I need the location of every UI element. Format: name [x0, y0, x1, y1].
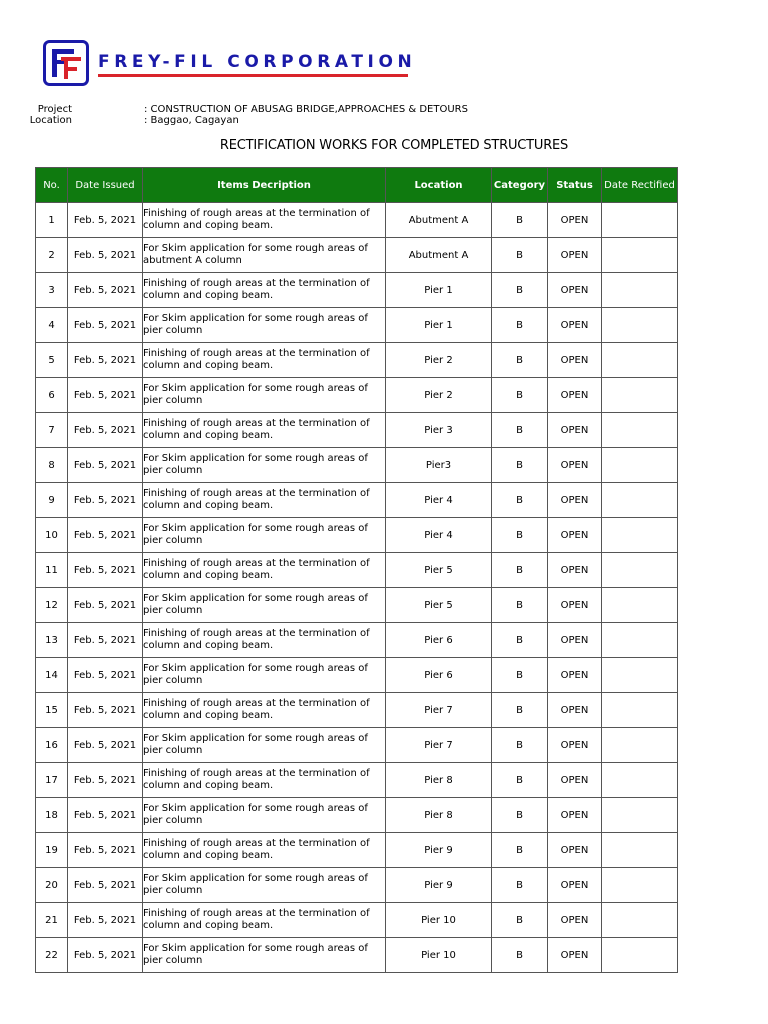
description-line-2: column and coping beam.	[143, 920, 274, 931]
cell-no: 7	[36, 413, 68, 448]
cell-date-rectified	[602, 553, 678, 588]
cell-location: Pier 5	[386, 553, 492, 588]
cell-location: Pier 8	[386, 798, 492, 833]
cell-no: 1	[36, 203, 68, 238]
description-line-1: For Skim application for some rough areas of	[143, 802, 368, 814]
cell-date-issued: Feb. 5, 2021	[68, 658, 143, 693]
cell-location: Pier 1	[386, 308, 492, 343]
cell-date-rectified	[602, 518, 678, 553]
cell-date-issued: Feb. 5, 2021	[68, 553, 143, 588]
cell-status: OPEN	[548, 518, 602, 553]
table-header-row	[36, 168, 678, 203]
cell-status: OPEN	[548, 483, 602, 518]
cell-description	[143, 343, 386, 378]
cell-status: OPEN	[548, 553, 602, 588]
cell-category: B	[492, 693, 548, 728]
cell-description	[143, 903, 386, 938]
cell-category: B	[492, 658, 548, 693]
cell-date-issued: Feb. 5, 2021	[68, 203, 143, 238]
cell-no: 19	[36, 833, 68, 868]
description-line-1: For Skim application for some rough areas of	[143, 732, 368, 744]
cell-location: Pier3	[386, 448, 492, 483]
cell-date-rectified	[602, 658, 678, 693]
cell-no: 14	[36, 658, 68, 693]
cell-category: B	[492, 203, 548, 238]
cell-category: B	[492, 728, 548, 763]
description-line-2: column and coping beam.	[143, 570, 274, 581]
description-line-1: For Skim application for some rough areas of	[143, 522, 368, 534]
cell-status: OPEN	[548, 798, 602, 833]
cell-no: 4	[36, 308, 68, 343]
cell-status: OPEN	[548, 588, 602, 623]
description-line-1: Finishing of rough areas at the termination of	[143, 487, 370, 499]
description-line-2: pier column	[143, 605, 203, 616]
table-row	[36, 868, 678, 903]
table-row	[36, 483, 678, 518]
frey-fil-logo	[43, 40, 89, 86]
cell-date-rectified	[602, 343, 678, 378]
description-line-2: column and coping beam.	[143, 850, 274, 861]
table-row	[36, 658, 678, 693]
cell-status: OPEN	[548, 728, 602, 763]
location-label: Location	[29, 115, 72, 126]
table-row	[36, 938, 678, 973]
col-header-category: Category	[492, 168, 548, 203]
cell-status: OPEN	[548, 343, 602, 378]
cell-status: OPEN	[548, 693, 602, 728]
cell-category: B	[492, 518, 548, 553]
cell-description	[143, 868, 386, 903]
cell-description	[143, 273, 386, 308]
cell-location: Pier 2	[386, 343, 492, 378]
table-row	[36, 623, 678, 658]
cell-no: 5	[36, 343, 68, 378]
cell-date-rectified	[602, 763, 678, 798]
cell-date-issued: Feb. 5, 2021	[68, 588, 143, 623]
cell-category: B	[492, 763, 548, 798]
description-line-1: For Skim application for some rough areas of	[143, 312, 368, 324]
description-line-1: For Skim application for some rough areas of	[143, 382, 368, 394]
description-line-1: For Skim application for some rough areas of	[143, 242, 368, 254]
description-line-2: pier column	[143, 675, 203, 686]
description-line-1: Finishing of rough areas at the termination of	[143, 907, 370, 919]
table-row	[36, 343, 678, 378]
table-row	[36, 413, 678, 448]
description-line-2: pier column	[143, 955, 203, 966]
cell-location: Abutment A	[386, 203, 492, 238]
cell-date-rectified	[602, 903, 678, 938]
cell-status: OPEN	[548, 448, 602, 483]
cell-date-rectified	[602, 868, 678, 903]
cell-no: 16	[36, 728, 68, 763]
cell-no: 10	[36, 518, 68, 553]
cell-description	[143, 798, 386, 833]
description-line-2: pier column	[143, 815, 203, 826]
cell-date-issued: Feb. 5, 2021	[68, 938, 143, 973]
cell-location: Pier 4	[386, 483, 492, 518]
cell-date-rectified	[602, 238, 678, 273]
cell-date-issued: Feb. 5, 2021	[68, 483, 143, 518]
description-line-2: column and coping beam.	[143, 780, 274, 791]
cell-location: Pier 10	[386, 938, 492, 973]
table-row	[36, 238, 678, 273]
description-line-1: Finishing of rough areas at the termination of	[143, 207, 370, 219]
description-line-2: pier column	[143, 395, 203, 406]
cell-no: 21	[36, 903, 68, 938]
cell-date-rectified	[602, 413, 678, 448]
cell-date-rectified	[602, 483, 678, 518]
cell-location: Pier 8	[386, 763, 492, 798]
cell-category: B	[492, 833, 548, 868]
cell-location: Pier 3	[386, 413, 492, 448]
cell-description	[143, 238, 386, 273]
cell-no: 2	[36, 238, 68, 273]
cell-category: B	[492, 238, 548, 273]
cell-category: B	[492, 343, 548, 378]
cell-description	[143, 728, 386, 763]
cell-category: B	[492, 413, 548, 448]
cell-status: OPEN	[548, 763, 602, 798]
col-header-no: No.	[36, 168, 68, 203]
cell-location: Pier 9	[386, 833, 492, 868]
cell-category: B	[492, 903, 548, 938]
cell-description	[143, 483, 386, 518]
cell-location: Pier 10	[386, 903, 492, 938]
description-line-2: pier column	[143, 885, 203, 896]
description-line-1: Finishing of rough areas at the termination of	[143, 767, 370, 779]
cell-description	[143, 518, 386, 553]
cell-no: 9	[36, 483, 68, 518]
table-row	[36, 518, 678, 553]
table-row	[36, 448, 678, 483]
cell-date-issued: Feb. 5, 2021	[68, 868, 143, 903]
cell-date-issued: Feb. 5, 2021	[68, 413, 143, 448]
cell-date-rectified	[602, 728, 678, 763]
cell-description	[143, 693, 386, 728]
table-row	[36, 308, 678, 343]
cell-description	[143, 308, 386, 343]
cell-no: 13	[36, 623, 68, 658]
description-line-1: For Skim application for some rough areas of	[143, 452, 368, 464]
table-row	[36, 798, 678, 833]
cell-no: 22	[36, 938, 68, 973]
cell-location: Pier 7	[386, 728, 492, 763]
cell-date-issued: Feb. 5, 2021	[68, 693, 143, 728]
cell-description	[143, 553, 386, 588]
cell-category: B	[492, 623, 548, 658]
cell-status: OPEN	[548, 833, 602, 868]
document-title: RECTIFICATION WORKS FOR COMPLETED STRUCTURES	[219, 138, 569, 153]
cell-date-rectified	[602, 448, 678, 483]
description-line-1: Finishing of rough areas at the termination of	[143, 417, 370, 429]
cell-date-issued: Feb. 5, 2021	[68, 273, 143, 308]
table-row	[36, 588, 678, 623]
description-line-1: For Skim application for some rough areas of	[143, 872, 368, 884]
description-line-2: column and coping beam.	[143, 430, 274, 441]
cell-status: OPEN	[548, 413, 602, 448]
cell-category: B	[492, 588, 548, 623]
cell-status: OPEN	[548, 378, 602, 413]
cell-date-issued: Feb. 5, 2021	[68, 623, 143, 658]
table-row	[36, 693, 678, 728]
cell-location: Pier 9	[386, 868, 492, 903]
cell-date-issued: Feb. 5, 2021	[68, 343, 143, 378]
cell-date-issued: Feb. 5, 2021	[68, 308, 143, 343]
description-line-2: pier column	[143, 325, 203, 336]
cell-date-issued: Feb. 5, 2021	[68, 518, 143, 553]
cell-no: 20	[36, 868, 68, 903]
table-row	[36, 763, 678, 798]
table-row	[36, 273, 678, 308]
cell-no: 12	[36, 588, 68, 623]
description-line-1: For Skim application for some rough areas of	[143, 942, 368, 954]
cell-date-rectified	[602, 203, 678, 238]
table-row	[36, 378, 678, 413]
cell-location: Pier 2	[386, 378, 492, 413]
description-line-1: Finishing of rough areas at the termination of	[143, 557, 370, 569]
cell-date-rectified	[602, 833, 678, 868]
cell-category: B	[492, 378, 548, 413]
description-line-2: column and coping beam.	[143, 290, 274, 301]
cell-date-rectified	[602, 378, 678, 413]
company-name: FREY-FIL CORPORATION	[98, 52, 417, 72]
cell-category: B	[492, 553, 548, 588]
description-line-2: column and coping beam.	[143, 640, 274, 651]
cell-category: B	[492, 868, 548, 903]
cell-location: Pier 5	[386, 588, 492, 623]
cell-description	[143, 203, 386, 238]
cell-date-rectified	[602, 588, 678, 623]
cell-category: B	[492, 448, 548, 483]
col-header-date-issued: Date Issued	[68, 168, 143, 203]
table-row	[36, 903, 678, 938]
cell-date-issued: Feb. 5, 2021	[68, 833, 143, 868]
col-header-status: Status	[548, 168, 602, 203]
description-line-2: column and coping beam.	[143, 500, 274, 511]
cell-location: Pier 6	[386, 658, 492, 693]
col-header-date-rectified: Date Rectified	[602, 168, 678, 203]
description-line-1: Finishing of rough areas at the termination of	[143, 627, 370, 639]
cell-no: 3	[36, 273, 68, 308]
cell-description	[143, 588, 386, 623]
cell-status: OPEN	[548, 308, 602, 343]
cell-no: 8	[36, 448, 68, 483]
table-row	[36, 203, 678, 238]
cell-date-issued: Feb. 5, 2021	[68, 448, 143, 483]
description-line-1: For Skim application for some rough areas of	[143, 592, 368, 604]
cell-category: B	[492, 273, 548, 308]
cell-status: OPEN	[548, 903, 602, 938]
cell-date-issued: Feb. 5, 2021	[68, 238, 143, 273]
cell-status: OPEN	[548, 938, 602, 973]
col-header-location: Location	[386, 168, 492, 203]
description-line-1: Finishing of rough areas at the termination of	[143, 697, 370, 709]
cell-status: OPEN	[548, 203, 602, 238]
col-header-items-description: Items Decription	[143, 168, 386, 203]
cell-no: 17	[36, 763, 68, 798]
cell-status: OPEN	[548, 623, 602, 658]
cell-status: OPEN	[548, 238, 602, 273]
description-line-2: abutment A column	[143, 255, 242, 266]
cell-description	[143, 763, 386, 798]
cell-no: 11	[36, 553, 68, 588]
cell-no: 6	[36, 378, 68, 413]
cell-date-issued: Feb. 5, 2021	[68, 378, 143, 413]
cell-date-rectified	[602, 938, 678, 973]
description-line-2: column and coping beam.	[143, 360, 274, 371]
description-line-2: pier column	[143, 535, 203, 546]
cell-category: B	[492, 938, 548, 973]
cell-location: Pier 1	[386, 273, 492, 308]
cell-category: B	[492, 483, 548, 518]
cell-description	[143, 623, 386, 658]
cell-status: OPEN	[548, 273, 602, 308]
cell-date-rectified	[602, 693, 678, 728]
frey-fil-logo-icon	[43, 40, 89, 86]
cell-date-rectified	[602, 308, 678, 343]
cell-category: B	[492, 798, 548, 833]
cell-date-rectified	[602, 623, 678, 658]
description-line-2: column and coping beam.	[143, 220, 274, 231]
cell-status: OPEN	[548, 658, 602, 693]
cell-description	[143, 833, 386, 868]
cell-description	[143, 448, 386, 483]
description-line-1: Finishing of rough areas at the termination of	[143, 837, 370, 849]
cell-location: Pier 6	[386, 623, 492, 658]
cell-description	[143, 378, 386, 413]
rectification-table	[35, 167, 678, 973]
company-underline	[98, 74, 408, 77]
cell-date-rectified	[602, 798, 678, 833]
table-row	[36, 833, 678, 868]
table-row	[36, 728, 678, 763]
cell-date-rectified	[602, 273, 678, 308]
cell-location: Abutment A	[386, 238, 492, 273]
cell-status: OPEN	[548, 868, 602, 903]
cell-date-issued: Feb. 5, 2021	[68, 798, 143, 833]
description-line-2: pier column	[143, 465, 203, 476]
cell-no: 18	[36, 798, 68, 833]
project-label: Project	[37, 104, 72, 115]
cell-description	[143, 658, 386, 693]
cell-location: Pier 7	[386, 693, 492, 728]
project-value: : CONSTRUCTION OF ABUSAG BRIDGE,APPROACHES & DETOURS	[144, 104, 468, 115]
cell-no: 15	[36, 693, 68, 728]
cell-description	[143, 938, 386, 973]
description-line-2: pier column	[143, 745, 203, 756]
cell-location: Pier 4	[386, 518, 492, 553]
cell-date-issued: Feb. 5, 2021	[68, 763, 143, 798]
description-line-1: For Skim application for some rough areas of	[143, 662, 368, 674]
location-value: : Baggao, Cagayan	[144, 115, 239, 126]
description-line-1: Finishing of rough areas at the termination of	[143, 277, 370, 289]
cell-description	[143, 413, 386, 448]
description-line-1: Finishing of rough areas at the termination of	[143, 347, 370, 359]
cell-date-issued: Feb. 5, 2021	[68, 728, 143, 763]
cell-category: B	[492, 308, 548, 343]
table-row	[36, 553, 678, 588]
description-line-2: column and coping beam.	[143, 710, 274, 721]
cell-date-issued: Feb. 5, 2021	[68, 903, 143, 938]
